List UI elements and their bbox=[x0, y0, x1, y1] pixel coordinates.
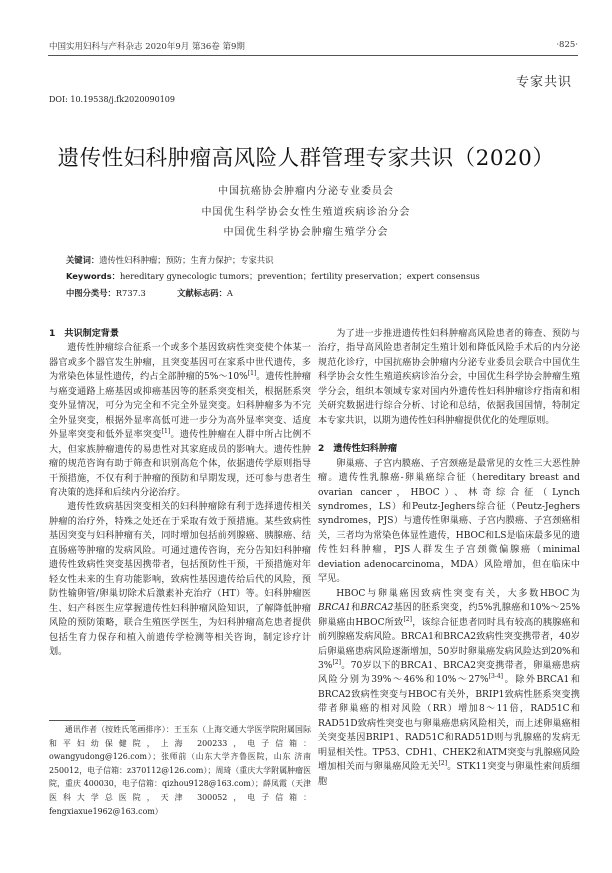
paragraph: 遗传性肿瘤综合征系一个或多个基因致病性突变使个体某一器官或多个器官发生肿瘤，且突变基因可在家系中世代遗传，多为常染色体显性遗传，约占全部肿瘤的5%～10%[1]。遗传性肿瘤与癌变通路上癌基因或抑癌基因等的胚系突变相关，根据胚系突变外显情况，可分为完全和不完全外显突变。妇科肿瘤多为不完全外显突变，根据外显率高低可进一步分为高外显率突变、适度外显率突变和低外显率突变[1]。遗传性肿瘤在人群中所占比例不大，但家族肿瘤遗传的易患性对其家庭成员的影响大。遗传性肿瘤的规范咨询有助于筛查和识别高危个体，依据遗传学原则指导干预措施，不仅有利于肿瘤的预防和早期发现，还可参与患者生育决策的选择和后续内分泌治疗。 bbox=[49, 343, 311, 498]
keywords-en-label: Keywords： bbox=[66, 271, 120, 281]
author-org-1: 中国抗癌协会肿瘤内分泌专业委员会 bbox=[218, 186, 394, 197]
clc-value: R737.3 bbox=[115, 288, 146, 298]
keywords-cn-label: 关键词： bbox=[66, 255, 100, 265]
journal-header: 中国实用妇科与产科杂志 2020年9月 第36卷 第9期 bbox=[49, 42, 245, 52]
header-rule bbox=[48, 55, 578, 56]
right-column bbox=[318, 327, 580, 789]
classification bbox=[66, 287, 233, 299]
doi: DOI: 10.19538/j.fk2020090109 bbox=[49, 95, 175, 104]
paragraph: 遗传性致病基因突变相关的妇科肿瘤除有利于选择遗传相关肿瘤的治疗外，特殊之处还在于采取有效于预措施。某些致病性基因突变与妇科肿瘤有关，同时增加包括前列腺癌、胰腺癌、结直肠癌等肿瘤的发病风险。可通过遗传咨询，充分告知妇科肿瘤遗传性致病性突变基因携带者，包括预防性干预，干预措施对年轻女性未来的生育功能影响，致病性基因遗传给后代的风险，预防性输卵管/卵巢切除术后激素补充治疗（HT）等。妇科肿瘤医生、妇产科医生应掌握遗传性妇科肿瘤风险知识，了解降低肿瘤风险的预防策略，联合生殖医学医生，为妇科肿瘤高危患者提供包括生育力保存和植入前遗传学检测等相关咨询，制定诊疗计划。 bbox=[49, 502, 311, 657]
page-number: ·825· bbox=[556, 40, 578, 50]
left-column bbox=[49, 327, 311, 659]
doc-code-value: A bbox=[226, 288, 233, 298]
corresponding-authors-footnote: 通讯作者（按姓氏笔画排序）：王玉东（上海交通大学医学院附属国际和平妇幼保健院，上海 200233，电子信箱：owangyudong@126.com）；张师前（山东大学齐鲁医院，山东 济南 250012，电子信箱：z370112@126.com）；周琦（重庆大学附属肿瘤医院，重庆 400030，电子信箱：qizhou9128@163.com）；薛凤霞（天津医科大学总医院，天津 300052，电子信箱：fengxiaxue1962@163.com） bbox=[49, 725, 311, 816]
author-org-2: 中国优生科学协会女性生殖道疾病诊治分会 bbox=[201, 207, 411, 218]
footnote-rule bbox=[49, 720, 135, 721]
keywords-cn-text: 遗传性妇科肿瘤；预防；生育力保护；专家共识 bbox=[99, 255, 274, 265]
clc-label: 中图分类号： bbox=[66, 288, 116, 298]
author-org-3: 中国优生科学协会肿瘤生殖学分会 bbox=[223, 227, 389, 238]
section-label: 专家共识 bbox=[515, 75, 572, 90]
section-heading-1: 1 共识制定背景 bbox=[49, 329, 119, 339]
paragraph: HBOC与卵巢癌因致病性突变有关，大多数HBOC为BRCA1和BRCA2基因的胚系突变，约5%乳腺癌和10%～25%卵巢癌由HBOC所致[2]，该综合征患者同时具有较高的胰腺癌和前列腺癌发病风险。BRCA1和BRCA2致病性突变携带者，40岁后卵巢癌患病风险逐渐增加，50岁时卵巢癌发病风险达到20%和3%[2]。70岁以下的BRCA1、BRCA2突变携带者，卵巢癌患病风险分别为39%～46%和10%～27%[3-4]。除外BRCA1和BRCA2致病性突变与HBOC有关外，BRIP1致病性胚系突变携带者卵巢癌的相对风险（RR）增加8～11倍，RAD51C和RAD51D致病性突变也与卵巢癌患病风险相关，而上述卵巢癌相关突变基因BRIP1、RAD51C和RAD51D则与乳腺癌的发病无明显相关性。TP53、CDH1、CHEK2和ATM突变与乳腺癌风险增加相关而与卵巢癌风险无关[2]。STK11突变与卵巢性索间质细胞 bbox=[318, 588, 580, 787]
paragraph: 为了进一步推进遗传性妇科肿瘤高风险患者的筛查、预防与治疗，指导高风险患者制定生殖计划和降低风险手术后的内分泌规范化诊疗，中国抗癌协会肿瘤内分泌专业委员会联合中国优生科学协会女性生殖道疾病诊治分会，中国优生科学协会肿瘤生殖学分会，组织本领域专家对国内外遗传性妇科肿瘤诊疗指南和相关研究数据进行综合分析、讨论和总结，依据我国国情，特制定本专家共识，以期为遗传性妇科肿瘤提供优化的处理原则。 bbox=[318, 329, 580, 426]
doc-code-label: 文献标志码： bbox=[177, 288, 227, 298]
keywords-cn bbox=[66, 254, 273, 266]
paragraph: 卵巢癌、子宫内膜癌、子宫颈癌是最常见的女性三大恶性肿瘤。遗传性乳腺癌-卵巢癌综合征（hereditary breast and ovarian cancer，HBOC）、林奇综合征（Lynch syndromes，LS）和Peutz-Jeghers综合征（Peutz-Jeghers syndromes，PJS）与遗传性卵巢癌、子宫内膜癌、子宫颈癌相关，三者均为常染色体显性遗传，HBOC和LS是临床最多见的遗传性妇科肿瘤，PJS人群发生子宫颈微偏腺癌（minimal deviation adenocarcinoma，MDA）风险增加，但在临床中罕见。 bbox=[318, 458, 580, 585]
keywords-en bbox=[66, 270, 480, 282]
paper-title: 遗传性妇科肿瘤高风险人群管理专家共识（2020） bbox=[57, 146, 555, 171]
section-heading-2: 2 遗传性妇科肿瘤 bbox=[318, 444, 398, 455]
keywords-en-text: hereditary gynecologic tumors；prevention；fertility preservation；expert consensus bbox=[119, 271, 480, 281]
